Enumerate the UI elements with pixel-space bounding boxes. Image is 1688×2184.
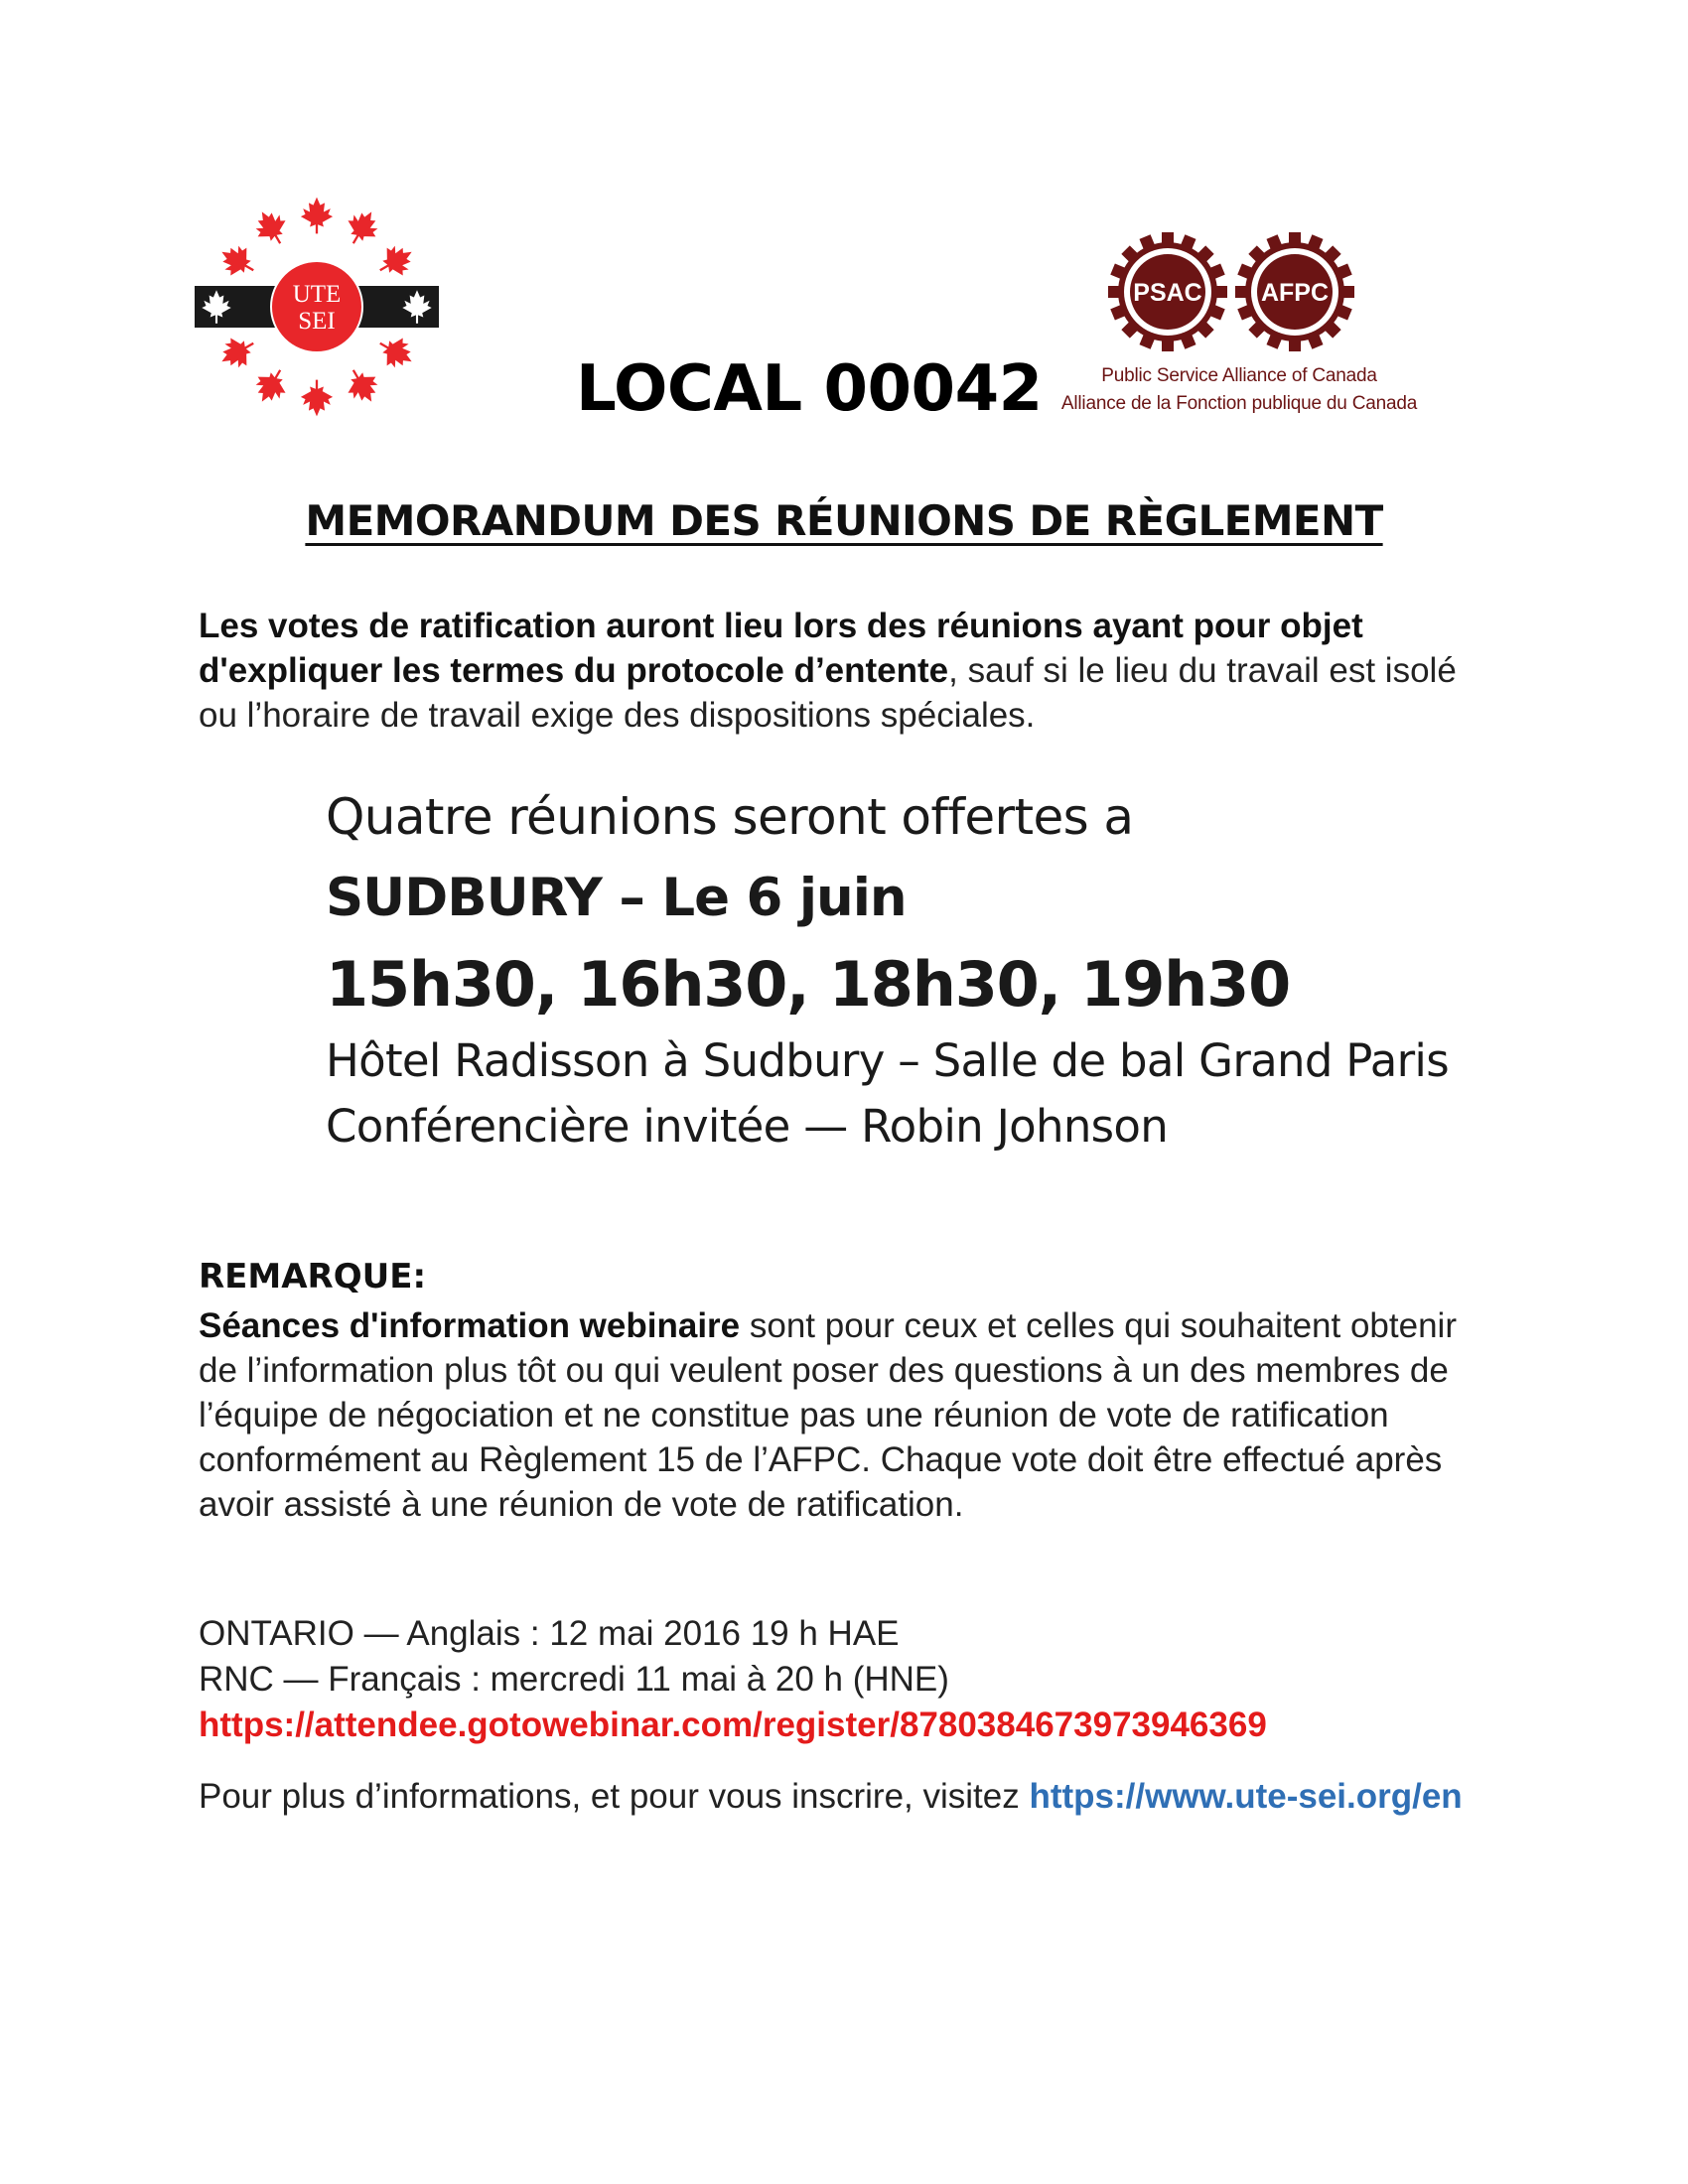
gear-tooth xyxy=(1289,336,1301,351)
gear-tooth xyxy=(1338,286,1354,298)
maple-leaf-icon xyxy=(372,238,420,284)
gear-tooth xyxy=(1235,286,1251,298)
intro-bold: Les votes de ratification auront lieu lors des réunions ayant pour objet d'expliquer les termes du protocole d’entente xyxy=(199,607,1363,690)
gear-tooth xyxy=(1162,232,1174,248)
remark-heading: REMARQUE: xyxy=(199,1257,427,1297)
webinar-register-link[interactable]: https://attendee.gotowebinar.com/register/8780384673973946369 xyxy=(199,1706,1267,1744)
maple-leaf-icon xyxy=(213,330,261,375)
gear-tooth xyxy=(1289,232,1301,248)
intro-paragraph xyxy=(199,604,1489,738)
maple-leaf-icon xyxy=(301,198,333,234)
psac-text: PSAC xyxy=(1133,279,1202,307)
meeting-speaker: Conférencière invitée — Robin Johnson xyxy=(326,1100,1169,1153)
ute-sei-logo xyxy=(195,191,439,419)
session-ontario: ONTARIO — Anglais : 12 mai 2016 19 h HAE xyxy=(199,1614,900,1653)
gear-tooth xyxy=(1162,336,1174,351)
meeting-venue: Hôtel Radisson à Sudbury – Salle de bal Grand Paris xyxy=(326,1034,1449,1087)
ute-sei-website-link[interactable]: https://www.ute-sei.org/en xyxy=(1029,1777,1463,1816)
gear-tooth xyxy=(1108,286,1124,298)
memo-title-text: MEMORANDUM DES RÉUNIONS DE RÈGLEMENT xyxy=(305,496,1383,545)
maple-leaf-icon xyxy=(340,204,385,251)
remark-paragraph xyxy=(199,1303,1489,1527)
remark-bold: Séances d'information webinaire xyxy=(199,1306,741,1345)
meeting-location-date: SUDBURY – Le 6 juin xyxy=(326,868,907,928)
psac-name-fr: Alliance de la Fonction publique du Canada xyxy=(1060,393,1418,414)
memo-title xyxy=(0,496,1688,545)
maple-leaf-icon xyxy=(372,330,420,375)
maple-leaf-icon xyxy=(301,380,333,417)
meetings-intro: Quatre réunions seront offertes a xyxy=(326,788,1134,846)
maple-leaf-icon xyxy=(340,362,385,410)
sei-text: SEI xyxy=(298,308,336,335)
maple-leaf-icon xyxy=(213,238,261,284)
gear-tooth xyxy=(1211,286,1227,298)
maple-leaf-icon xyxy=(248,204,294,251)
more-info-text: Pour plus d’informations, et pour vous inscrire, visitez xyxy=(199,1777,1030,1816)
ute-text: UTE xyxy=(292,281,342,308)
meeting-times: 15h30, 16h30, 18h30, 19h30 xyxy=(326,948,1291,1021)
more-info-paragraph xyxy=(199,1773,1489,1821)
intro-rest: , sauf si le lieu du travail est isolé ou l’horaire de travail exige des dispositions spéciales. xyxy=(199,651,1457,735)
remark-rest: sont pour ceux et celles qui souhaitent obtenir de l’information plus tôt ou qui veulent poser des questions à un des membres de l’équipe de négociation et ne constitue pas une réunion de vote de ratification conformément au Règlement 15 de l’AFPC. Chaque vote doit être effectué après avoir assisté à une réunion de vote de ratification. xyxy=(199,1306,1457,1524)
psac-afpc-logo xyxy=(1060,230,1418,424)
session-rnc: RNC — Français : mercredi 11 mai à 20 h (HNE) xyxy=(199,1660,949,1699)
psac-name-en: Public Service Alliance of Canada xyxy=(1101,365,1377,386)
local-number-title: LOCAL 00042 xyxy=(576,352,1043,426)
maple-leaf-icon xyxy=(248,362,294,410)
afpc-text: AFPC xyxy=(1260,279,1330,307)
